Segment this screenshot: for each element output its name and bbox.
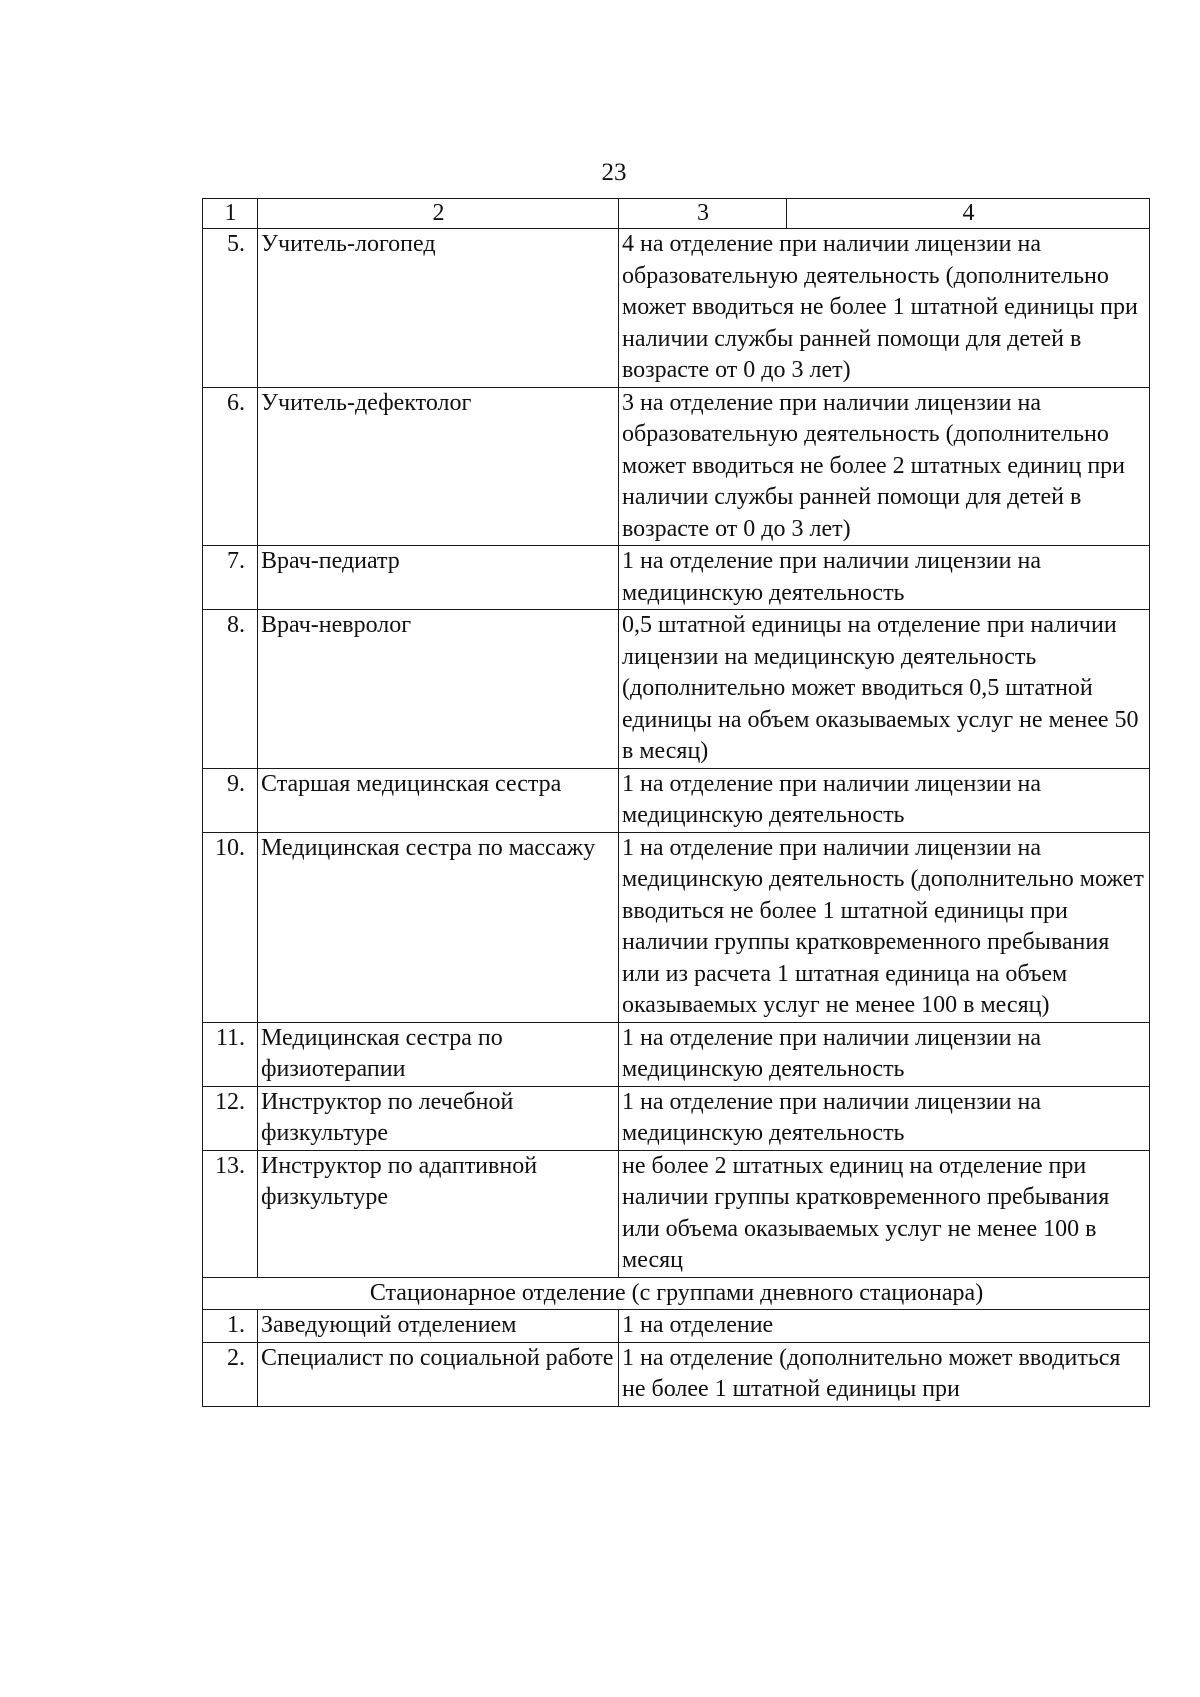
norm-cell: 1 на отделение (дополнительно может вводиться не более 1 штатной единицы при xyxy=(619,1342,1150,1406)
norm-cell: 1 на отделение при наличии лицензии на медицинскую деятельность xyxy=(619,1022,1150,1086)
row-number: 9. xyxy=(203,768,258,832)
norm-cell: 1 на отделение при наличии лицензии на медицинскую деятельность xyxy=(619,768,1150,832)
row-number: 8. xyxy=(203,610,258,769)
position-cell: Медицинская сестра по физиотерапии xyxy=(258,1022,619,1086)
row-number: 12. xyxy=(203,1086,258,1150)
header-cell: 2 xyxy=(258,199,619,229)
table-row xyxy=(203,387,1150,546)
norm-cell: 3 на отделение при наличии лицензии на образовательную деятельность (дополнительно может вводиться не более 2 штатных единиц при наличии службы ранней помощи для детей в возрасте от 0 до 3 лет) xyxy=(619,387,1150,546)
norm-cell: 1 на отделение при наличии лицензии на медицинскую деятельность xyxy=(619,1086,1150,1150)
row-number: 13. xyxy=(203,1150,258,1277)
table-row xyxy=(203,610,1150,769)
table-row xyxy=(203,1086,1150,1150)
row-number: 5. xyxy=(203,229,258,388)
norm-cell: 1 на отделение при наличии лицензии на медицинскую деятельность xyxy=(619,546,1150,610)
position-cell: Специалист по социальной работе xyxy=(258,1342,619,1406)
norm-cell: 1 на отделение xyxy=(619,1310,1150,1343)
section-title: Стационарное отделение (с группами дневного стационара) xyxy=(203,1277,1150,1310)
row-number: 11. xyxy=(203,1022,258,1086)
norm-cell: 0,5 штатной единицы на отделение при наличии лицензии на медицинскую деятельность (дополнительно может вводиться 0,5 штатной единицы на объем оказываемых услуг не менее 50 в месяц) xyxy=(619,610,1150,769)
table-row xyxy=(203,832,1150,1022)
norm-cell: 4 на отделение при наличии лицензии на образовательную деятельность (дополнительно может вводиться не более 1 штатной единицы при наличии службы ранней помощи для детей в возрасте от 0 до 3 лет) xyxy=(619,229,1150,388)
norm-cell: не более 2 штатных единиц на отделение при наличии группы кратковременного пребывания или объема оказываемых услуг не менее 100 в месяц xyxy=(619,1150,1150,1277)
section-row xyxy=(203,1277,1150,1310)
table-header-row xyxy=(203,199,1150,229)
header-cell: 3 xyxy=(619,199,787,229)
header-cell: 1 xyxy=(203,199,258,229)
row-number: 6. xyxy=(203,387,258,546)
table-row xyxy=(203,1310,1150,1343)
position-cell: Инструктор по лечебной физкультуре xyxy=(258,1086,619,1150)
page-number: 23 xyxy=(601,159,627,186)
position-cell: Врач-невролог xyxy=(258,610,619,769)
table-row xyxy=(203,1150,1150,1277)
header-cell: 4 xyxy=(787,199,1150,229)
table-row xyxy=(203,768,1150,832)
position-cell: Заведующий отделением xyxy=(258,1310,619,1343)
table-row xyxy=(203,1342,1150,1406)
position-cell: Учитель-дефектолог xyxy=(258,387,619,546)
position-cell: Медицинская сестра по массажу xyxy=(258,832,619,1022)
table-row xyxy=(203,546,1150,610)
position-cell: Инструктор по адаптивной физкультуре xyxy=(258,1150,619,1277)
row-number: 10. xyxy=(203,832,258,1022)
table-row xyxy=(203,229,1150,388)
position-cell: Старшая медицинская сестра xyxy=(258,768,619,832)
position-cell: Врач-педиатр xyxy=(258,546,619,610)
norm-cell: 1 на отделение при наличии лицензии на медицинскую деятельность (дополнительно может вводиться не более 1 штатной единицы при наличии группы кратковременного пребывания или из расчета 1 штатная единица на объем оказываемых услуг не менее 100 в месяц) xyxy=(619,832,1150,1022)
staffing-table xyxy=(202,198,1150,1407)
position-cell: Учитель-логопед xyxy=(258,229,619,388)
row-number: 2. xyxy=(203,1342,258,1406)
row-number: 7. xyxy=(203,546,258,610)
row-number: 1. xyxy=(203,1310,258,1343)
table-row xyxy=(203,1022,1150,1086)
